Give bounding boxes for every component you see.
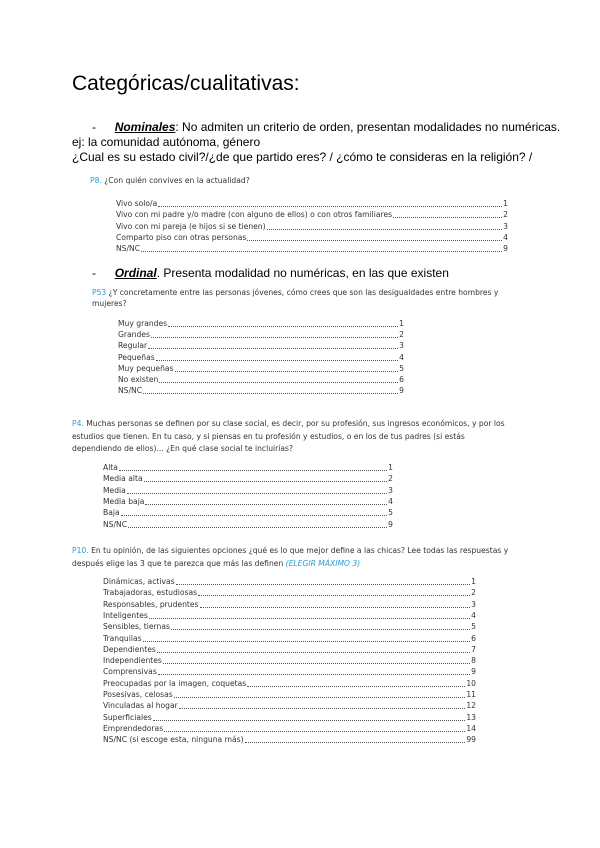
option-code: 11 <box>466 690 476 699</box>
option-row <box>116 244 508 254</box>
option-row <box>118 319 404 329</box>
option-label: Muy grandes <box>118 319 168 328</box>
dot-leader <box>143 641 471 642</box>
dot-leader <box>247 686 465 687</box>
dot-leader <box>158 674 470 675</box>
option-row <box>103 463 393 473</box>
option-row <box>103 735 476 745</box>
option-label: Media alta <box>103 474 143 484</box>
option-row <box>116 199 508 209</box>
nominales-term: Nominales <box>114 120 176 134</box>
option-label: No existen <box>118 375 159 384</box>
option-label: Responsables, prudentes <box>103 599 199 609</box>
option-row <box>103 622 476 632</box>
question-label: P8. <box>90 176 102 185</box>
option-code: 7 <box>471 644 476 654</box>
option-label: Alta <box>103 463 118 472</box>
question-p53 <box>92 287 512 309</box>
option-code: 9 <box>388 519 393 529</box>
option-label: Muy pequeñas <box>118 363 174 373</box>
option-label: Pequeñas <box>118 352 155 362</box>
option-code: 4 <box>503 232 508 242</box>
dot-leader <box>267 229 503 230</box>
dot-leader <box>168 326 398 327</box>
option-label: Dinámicas, activas <box>103 577 175 586</box>
dot-leader <box>141 251 502 252</box>
option-label: Vivo con mi padre y/o madre (con alguno de ellos) o con otros familiares <box>116 210 393 220</box>
dot-leader <box>157 652 470 653</box>
dot-leader <box>198 595 470 596</box>
option-row <box>103 701 476 711</box>
option-label: Comprensivas <box>103 667 157 677</box>
option-code: 9 <box>399 386 404 396</box>
option-row <box>103 645 476 655</box>
question-text: ¿Y concretamente entre las personas jóvenes, cómo crees que son las desigualdades entre hombres y mujeres? <box>92 288 499 308</box>
option-code: 2 <box>388 474 393 484</box>
option-row <box>103 667 476 677</box>
dot-leader <box>176 584 471 585</box>
option-code: 2 <box>471 588 476 598</box>
option-row <box>103 588 476 598</box>
option-row <box>103 724 476 734</box>
option-row <box>103 713 476 723</box>
option-row <box>103 497 393 507</box>
dot-leader <box>158 206 502 207</box>
option-row <box>103 600 476 610</box>
dot-leader <box>200 607 471 608</box>
option-code: 14 <box>466 723 476 733</box>
option-label: Posesivas, celosas <box>103 690 173 699</box>
option-label: Emprendedoras <box>103 723 164 733</box>
option-label: Baja <box>103 508 120 518</box>
option-code: 3 <box>503 221 508 231</box>
dot-leader <box>171 629 470 630</box>
question-text: Muchas personas se definen por su clase social, es decir, por su profesión, sus ingresos económicos, y por los estudios que tienen. En tu caso, y si piensas en tu profesión y estudios, o en los de tus padres (si estás dependiendo de ellos)... ¿En qué clase social te incluirías? <box>72 419 505 453</box>
option-code: 1 <box>388 463 393 472</box>
option-code: 13 <box>466 712 476 722</box>
option-code: 6 <box>471 633 476 643</box>
dot-leader <box>175 371 399 372</box>
question-label: P53 <box>92 288 107 297</box>
option-code: 6 <box>399 375 404 384</box>
dot-leader <box>151 337 398 338</box>
option-label: Tranquilas <box>103 633 142 643</box>
option-label: Media baja <box>103 496 145 506</box>
dot-leader <box>144 481 388 482</box>
ordinal-definition: . Presenta modalidad no numéricas, en las que existen <box>156 266 449 280</box>
option-row <box>118 341 404 351</box>
nominales-bullet <box>92 120 560 134</box>
question-p8 <box>90 176 250 185</box>
option-row <box>118 375 404 385</box>
dot-leader <box>121 515 388 516</box>
option-code: 3 <box>471 599 476 609</box>
question-p4 <box>72 418 512 456</box>
option-code: 5 <box>399 363 404 373</box>
option-code: 4 <box>471 610 476 620</box>
option-row <box>103 486 393 496</box>
option-code: 5 <box>388 508 393 518</box>
dot-leader <box>247 240 502 241</box>
dot-leader <box>179 708 466 709</box>
nominales-example: ej: la comunidad autónoma, género <box>72 135 261 149</box>
option-code: 99 <box>466 735 476 745</box>
option-row <box>118 353 404 363</box>
option-label: Regular <box>118 341 148 351</box>
dot-leader <box>159 382 398 383</box>
option-label: NS/NC (si escoge esta, ninguna más) <box>103 735 244 745</box>
option-row <box>118 386 404 396</box>
question-label: P10. <box>72 546 89 555</box>
option-row <box>116 222 508 232</box>
nominales-questions: ¿Cual es su estado civil?/¿de que partido eres? / ¿cómo te consideras en la religión? / <box>72 150 533 164</box>
option-row <box>103 508 393 518</box>
option-code: 10 <box>466 678 476 688</box>
option-label: Superficiales <box>103 712 152 722</box>
dot-leader <box>119 470 387 471</box>
option-row <box>103 577 476 587</box>
option-row <box>103 634 476 644</box>
option-row <box>103 520 393 530</box>
option-code: 5 <box>471 622 476 632</box>
option-label: NS/NC <box>118 386 143 396</box>
option-label: Dependientes <box>103 644 156 654</box>
option-row <box>103 474 393 484</box>
dot-leader <box>156 360 398 361</box>
question-label: P4. <box>72 419 84 428</box>
option-code: 3 <box>399 341 404 351</box>
option-label: Independientes <box>103 656 162 666</box>
dot-leader <box>148 348 398 349</box>
option-code: 9 <box>471 667 476 677</box>
option-code: 1 <box>399 319 404 328</box>
question-text: En tu opinión, de las siguientes opciones ¿qué es lo que mejor define a las chicas? Lee todas las respuestas y después elige las 3 que te parezca que más las definen <box>72 546 509 568</box>
dot-leader <box>174 697 466 698</box>
option-code: 3 <box>388 485 393 495</box>
option-code: 2 <box>503 210 508 220</box>
option-row <box>118 330 404 340</box>
option-code: 2 <box>399 330 404 340</box>
option-row <box>103 656 476 666</box>
dot-leader <box>145 504 387 505</box>
option-label: Preocupadas por la imagen, coquetas <box>103 678 247 688</box>
bullet-dash: - <box>92 266 96 280</box>
question-p10 <box>72 545 512 570</box>
dot-leader <box>163 663 470 664</box>
dot-leader <box>128 527 387 528</box>
dot-leader <box>153 720 466 721</box>
page-title: Categóricas/cualitativas: <box>72 72 300 95</box>
option-code: 1 <box>503 199 508 208</box>
option-label: NS/NC <box>116 244 141 254</box>
option-row <box>103 679 476 689</box>
dot-leader <box>393 217 502 218</box>
dot-leader <box>127 493 387 494</box>
option-row <box>116 233 508 243</box>
option-row <box>118 364 404 374</box>
dot-leader <box>164 731 465 732</box>
dot-leader <box>245 742 466 743</box>
option-label: Comparto piso con otras personas <box>116 232 247 242</box>
option-label: Media <box>103 485 126 495</box>
option-label: Sensibles, tiernas <box>103 622 170 632</box>
ordinal-bullet <box>92 266 449 280</box>
question-text: ¿Con quién convives en la actualidad? <box>101 176 250 185</box>
option-label: Inteligentes <box>103 610 148 620</box>
option-code: 9 <box>503 244 508 254</box>
dot-leader <box>143 393 398 394</box>
option-code: 4 <box>388 496 393 506</box>
option-row <box>103 611 476 621</box>
option-label: Vinculadas al hogar <box>103 701 178 711</box>
option-label: Grandes <box>118 330 150 340</box>
option-label: Vivo con mi pareja (e hijos si se tienen) <box>116 221 266 231</box>
option-label: Trabajadoras, estudiosas <box>103 588 198 598</box>
ordinal-term: Ordinal <box>114 266 157 280</box>
option-row <box>116 210 508 220</box>
nominales-definition: : No admiten un criterio de orden, presentan modalidades no numéricas. <box>175 120 561 134</box>
dot-leader <box>149 618 470 619</box>
option-row <box>103 690 476 700</box>
option-code: 8 <box>471 656 476 666</box>
bullet-dash: - <box>92 120 96 134</box>
option-label: Vivo solo/a <box>116 199 158 208</box>
option-code: 12 <box>466 701 476 711</box>
option-code: 4 <box>399 352 404 362</box>
question-instruction: (ELEGIR MÁXIMO 3) <box>285 558 361 568</box>
option-label: NS/NC <box>103 519 128 529</box>
option-code: 1 <box>471 577 476 586</box>
